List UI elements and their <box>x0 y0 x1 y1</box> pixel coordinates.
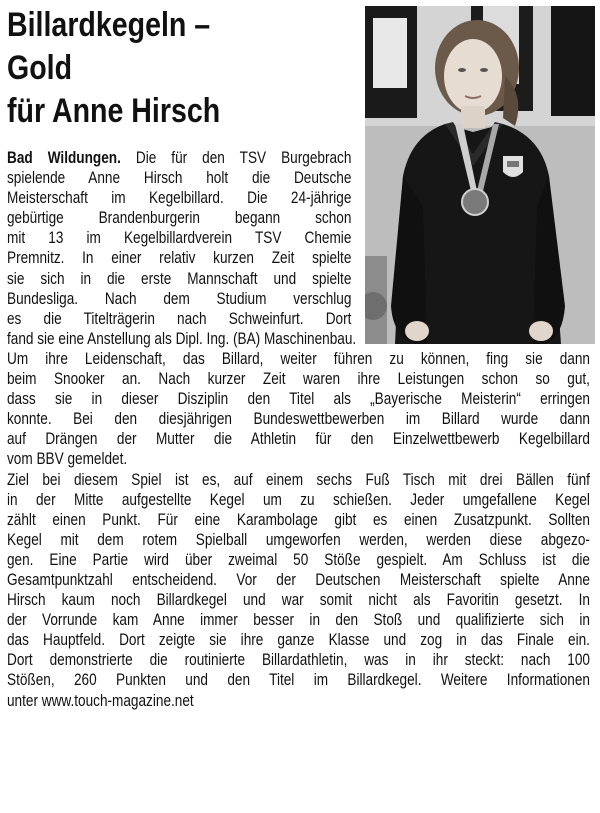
body-line: mit 13 im Kegelbillardverein TSV Chemie <box>7 229 352 248</box>
body-line: dass sie in dieser Disziplin den Titel als „Bayerische Meisterin“ erringen <box>7 390 590 409</box>
body-line: Premnitz. In einer relativ kurzen Zeit spielte <box>7 249 352 268</box>
headline-line: Billardkegeln – <box>7 6 211 44</box>
body-line: sie sich in die erste Mannschaft und spielte <box>7 269 352 288</box>
body-line: Ziel bei diesem Spiel ist es, auf einem sechs Fuß Tisch mit drei Bällen fünf <box>7 470 590 489</box>
body-line: unter www.touch-magazine.net <box>7 691 194 710</box>
body-line: Stößen, 260 Punkten und den Titel im Billardkegel. Weitere Informationen <box>7 671 590 690</box>
headline <box>7 4 301 133</box>
headline-line: Gold <box>7 49 73 87</box>
headline-line: für Anne Hirsch <box>7 92 221 130</box>
body-line <box>7 148 351 168</box>
body-line: spielende Anne Hirsch holt die Deutsche <box>7 169 352 188</box>
body-line: Dort demonstrierte die routinierte Billardathletin, was in ihr steckt: nach 100 <box>7 651 590 670</box>
body-line: in der Mitte aufgestellte Kegel um zu schießen. Jeder umgefallene Kegel <box>7 490 590 509</box>
body-line: Meisterschaft im Kegelbillard. Die 24-jährige <box>7 189 352 208</box>
body-line: auf Drängen der Mutter die Athletin für den Einzelwettbewerb Kegelbillard <box>7 430 590 449</box>
body-line: zählt einen Punkt. Für eine Karambolage gibt es einen Zusatzpunkt. Sollten <box>7 510 590 529</box>
body-line: Hirsch kaum noch Billardkegel und war somit nicht als Favoritin gesetzt. In <box>7 591 590 610</box>
body-line: es die Titelträgerin nach Schweinfurt. Dort <box>7 309 352 328</box>
body-line: gebürtige Brandenburgerin begann schon <box>7 209 352 228</box>
body-line: vom BBV gemeldet. <box>7 450 128 469</box>
body-line: fand sie eine Anstellung als Dipl. Ing. (BA) Maschinenbau. <box>7 329 357 348</box>
body-line: beim Snooker an. Nach kurzer Zeit waren ihre Leistungen schon so gut, <box>7 370 590 389</box>
body-line: Um ihre Leidenschaft, das Billard, weiter führen zu können, fing sie dann <box>7 349 590 368</box>
body-line-text: Die für den TSV Burgebrach <box>135 149 352 167</box>
body-line: der Vorrunde kam Anne immer besser in den Stoß und qualifizierte sich in <box>7 611 590 630</box>
body-line: Kegel mit dem rotem Spielball umgeworfen werden, werden diese abgezo- <box>7 530 590 549</box>
body-line: das Hauptfeld. Dort zeigte sie ihre ganze Klasse und zog in das Finale ein. <box>7 631 590 650</box>
dateline: Bad Wildungen. <box>7 149 121 167</box>
body-line: Gesamtpunktzahl entscheidend. Vor der Deutschen Meisterschaft spielte Anne <box>7 570 590 589</box>
body-line: konnte. Bei den diesjährigen Bundeswettbewerben im Billard wurde dann <box>7 410 590 429</box>
body-line: gen. Eine Partie wird über zweimal 50 Stöße gespielt. Am Schluss ist die <box>7 550 590 569</box>
article-body <box>7 148 592 711</box>
body-line: Bundesliga. Nach dem Studium verschlug <box>7 289 352 308</box>
